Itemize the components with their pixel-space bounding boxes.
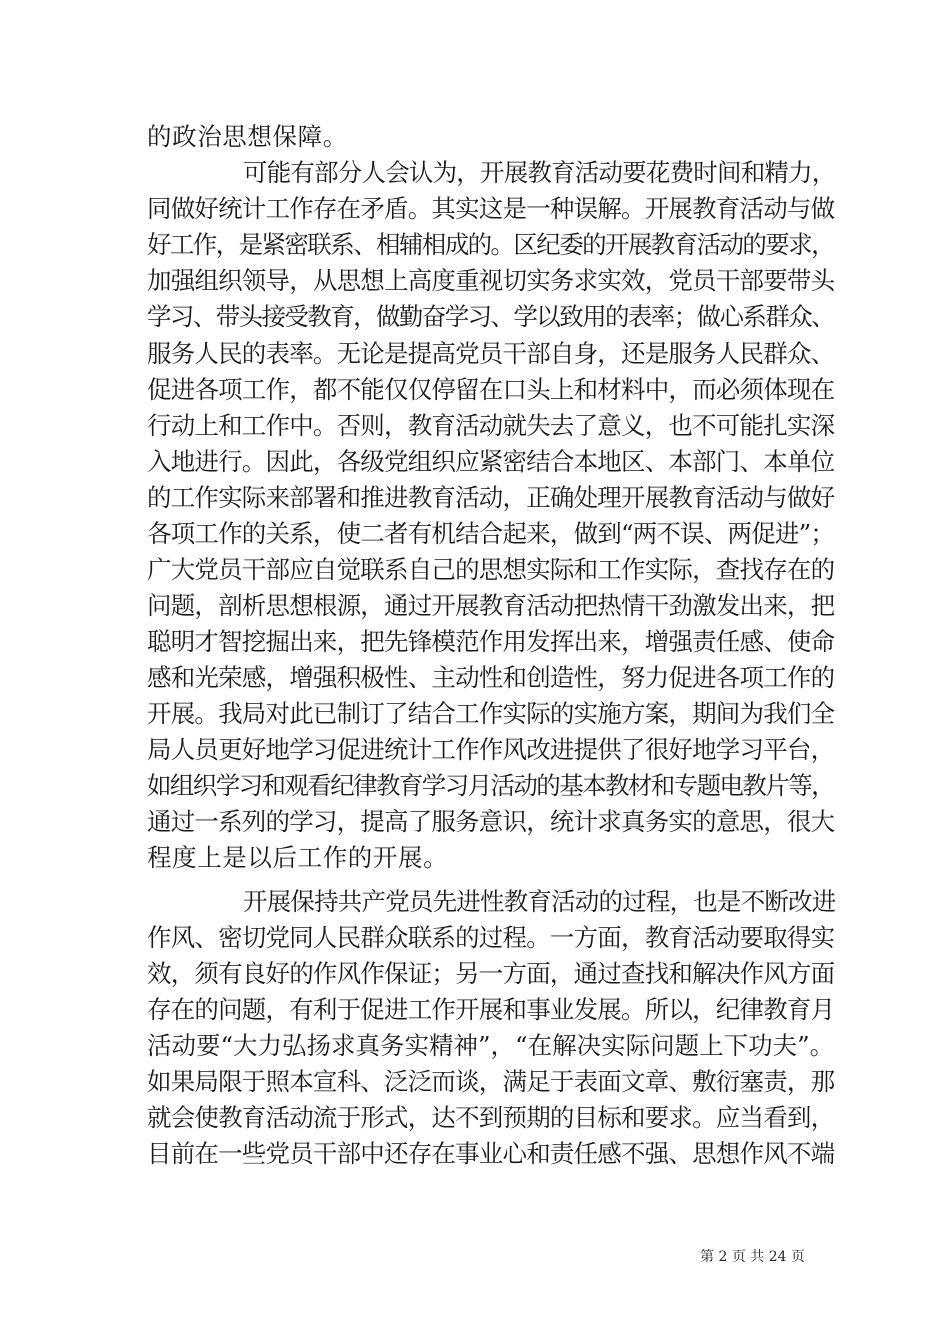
body-line: 的政治思想保障。 [147,122,348,151]
body-line: 加强组织领导，从思想上高度重视切实务求实效，党员干部要带头 [147,266,835,295]
paragraph-first-line: 开展保持共产党员先进性教育活动的过程，也是不断改进 [243,887,836,916]
body-line: 聪明才智挖掘出来，把先锋模范作用发挥出来，增强责任感、使命 [147,627,835,656]
body-line: 就会使教育活动流于形式，达不到预期的目标和要求。应当看到， [147,1103,835,1132]
body-line: 各项工作的关系，使二者有机结合起来，做到“两不误、两促进”； [147,519,835,548]
body-line: 好工作，是紧密联系、相辅相成的。区纪委的开展教育活动的要求， [147,230,834,259]
page-number: 第 2 页 共 24 页 [700,1249,805,1265]
body-line: 开展。我局对此已制订了结合工作实际的实施方案，期间为我们全 [147,699,835,728]
body-line: 活动要“大力弘扬求真务实精神”，“在解决实际问题上下功夫”。 [147,1031,835,1060]
body-line: 目前在一些党员干部中还存在事业心和责任感不强、思想作风不端 [147,1139,835,1168]
body-line: 作风、密切党同人民群众联系的过程。一方面，教育活动要取得实 [147,923,835,952]
body-line: 程度上是以后工作的开展。 [147,843,449,872]
body-line: 行动上和工作中。否则，教育活动就失去了意义，也不可能扎实深 [147,411,835,440]
body-line: 存在的问题，有利于促进工作开展和事业发展。所以，纪律教育月 [147,995,835,1024]
body-line: 如组织学习和观看纪律教育学习月活动的基本教材和专题电教片等， [147,771,834,800]
body-line: 入地进行。因此，各级党组织应紧密结合本地区、本部门、本单位 [147,447,835,476]
body-line: 同做好统计工作存在矛盾。其实这是一种误解。开展教育活动与做 [147,194,835,223]
body-line: 学习、带头接受教育，做勤奋学习、学以致用的表率；做心系群众、 [147,302,834,331]
body-line: 效，须有良好的作风作保证；另一方面，通过查找和解决作风方面 [147,959,835,988]
body-line: 服务人民的表率。无论是提高党员干部自身，还是服务人民群众、 [147,339,835,368]
body-line: 问题，剖析思想根源，通过开展教育活动把热情干劲激发出来，把 [147,591,835,620]
paragraph-first-line: 可能有部分人会认为，开展教育活动要花费时间和精力， [243,158,836,187]
body-line: 的工作实际来部署和推进教育活动，正确处理开展教育活动与做好 [147,483,835,512]
body-line: 感和光荣感，增强积极性、主动性和创造性，努力促进各项工作的 [147,663,835,692]
body-line: 局人员更好地学习促进统计工作作风改进提供了很好地学习平台， [147,735,835,764]
body-line: 广大党员干部应自觉联系自己的思想实际和工作实际，查找存在的 [147,555,835,584]
body-line: 促进各项工作，都不能仅仅停留在口头上和材料中，而必须体现在 [147,375,835,404]
body-line: 如果局限于照本宣科、泛泛而谈，满足于表面文章、敷衍塞责，那 [147,1067,835,1096]
body-line: 通过一系列的学习，提高了服务意识，统计求真务实的意思，很大 [147,807,835,836]
